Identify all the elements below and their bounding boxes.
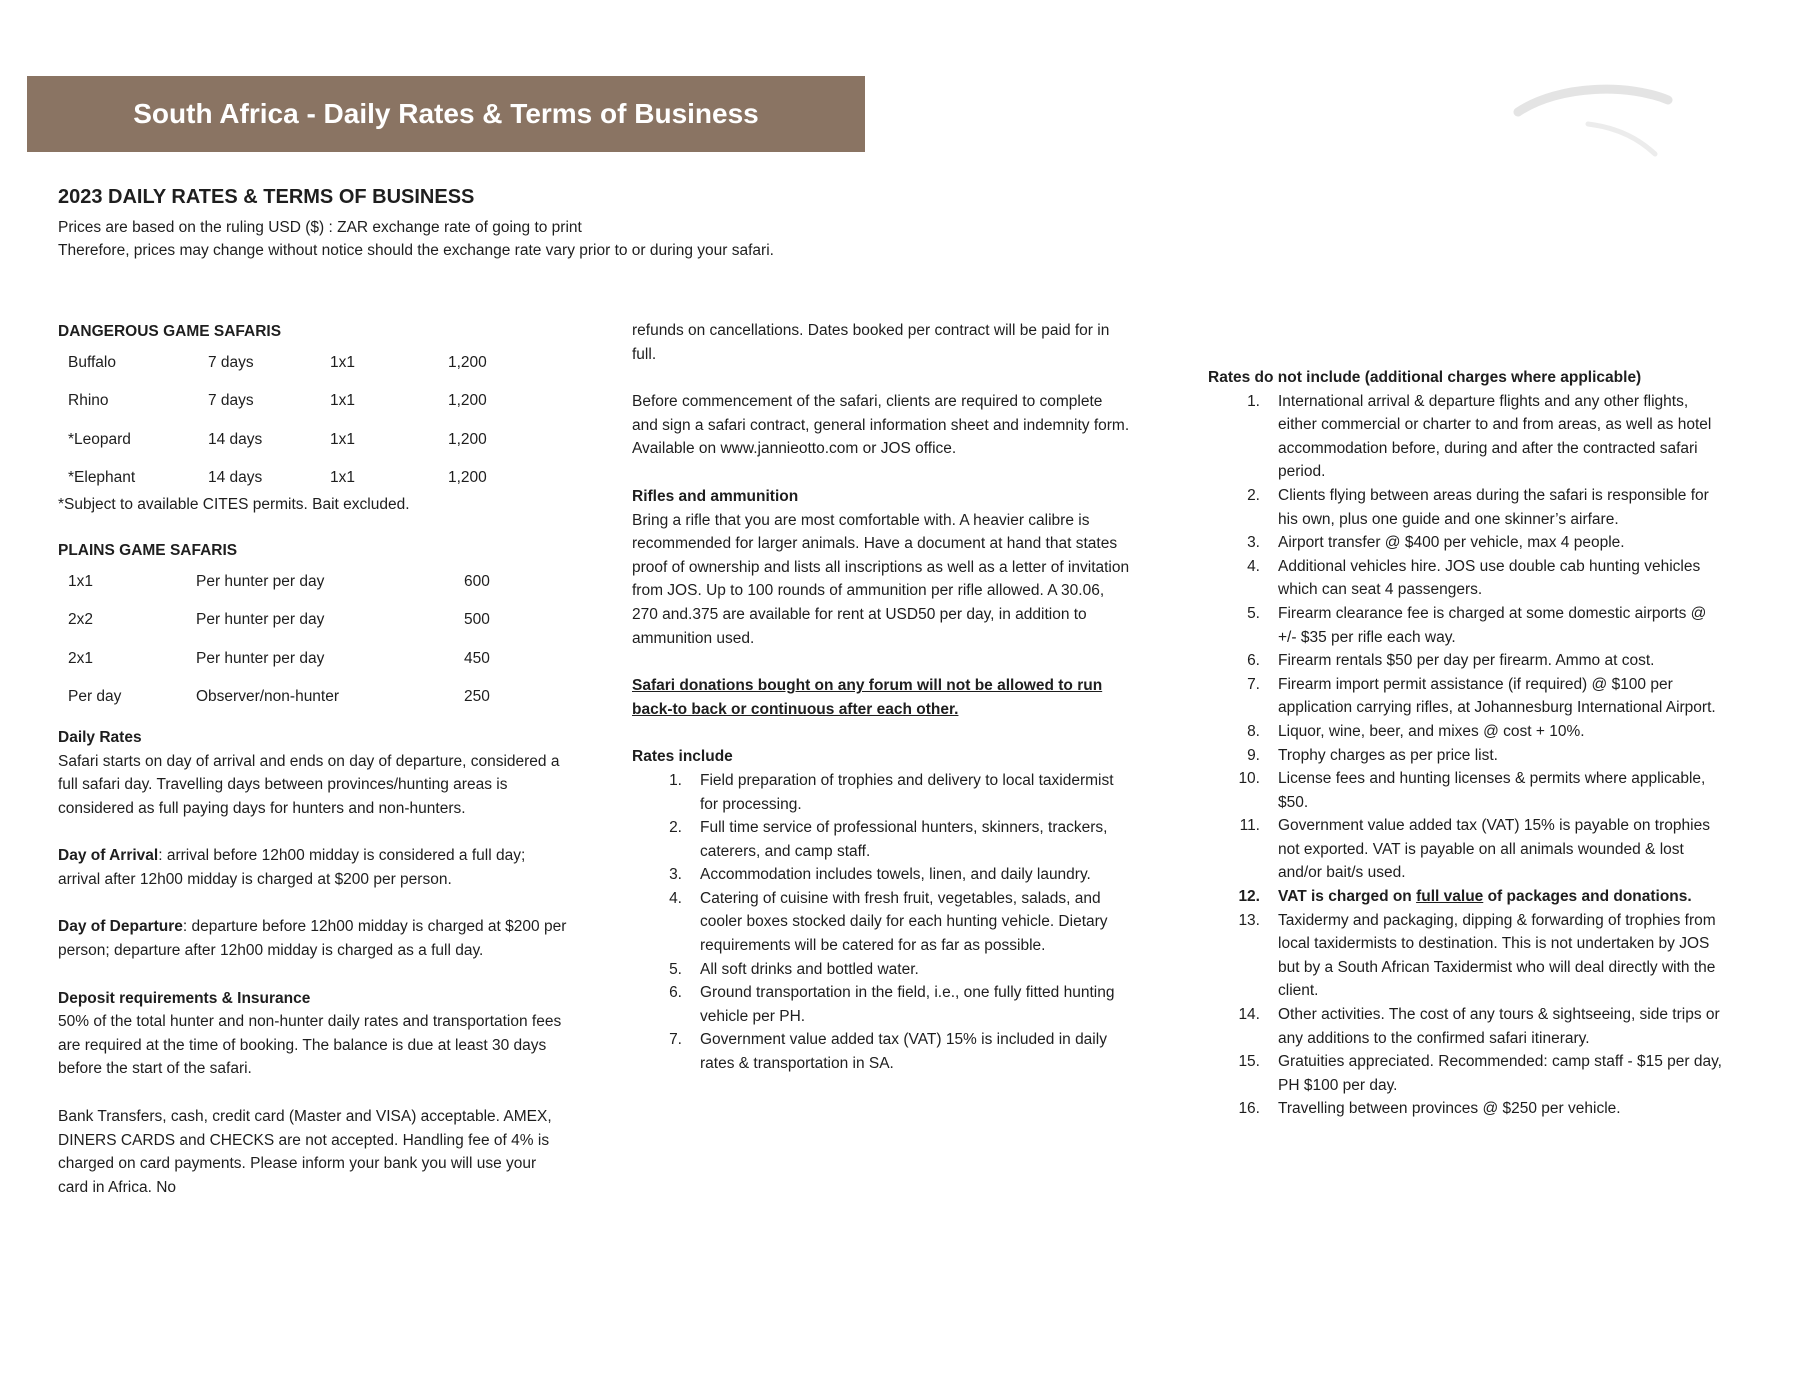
table-cell: *Elephant <box>68 469 136 487</box>
list-item <box>1208 1050 1728 1097</box>
list-item <box>1208 885 1728 909</box>
deposit-heading: Deposit requirements & Insurance <box>58 989 311 1007</box>
list-item <box>1208 767 1728 814</box>
list-text: Government value added tax (VAT) 15% is included in daily rates & transportation in SA. <box>700 1031 1107 1073</box>
table-cell: 450 <box>464 649 490 667</box>
vat-text-post: of packages and donations. <box>1483 888 1692 906</box>
list-item <box>1208 814 1728 885</box>
list-text: Firearm import permit assistance (if required) @ $100 per application carrying rifles, at Johannesburg International Airport. <box>1278 675 1716 717</box>
list-item <box>1208 390 1728 484</box>
list-item <box>1208 744 1728 768</box>
table-cell: 1,200 <box>448 392 487 410</box>
vat-text-underlined: full value <box>1416 888 1484 906</box>
list-text: Taxidermy and packaging, dipping & forwarding of trophies from local taxidermists to destination. This is not undertaken by JOS but by a South African Taxidermist who will deal directly with the client. <box>1278 911 1716 1000</box>
list-text: Firearm clearance fee is charged at some domestic airports @ +/- $35 per rifle each way. <box>1278 604 1707 646</box>
table-cell: 7 days <box>208 392 254 410</box>
list-text: Field preparation of trophies and delivery to local taxidermist for processing. <box>700 771 1114 813</box>
list-number: 2. <box>669 819 682 837</box>
list-number: 16. <box>1238 1100 1260 1118</box>
table-row <box>68 344 487 382</box>
list-item <box>632 958 1132 982</box>
vat-text-pre: VAT is charged on <box>1278 888 1417 906</box>
list-text: Additional vehicles hire. JOS use double cab hunting vehicles which can seat 4 passengers. <box>1278 557 1701 599</box>
table-cell: Per day <box>68 687 122 705</box>
rates-include-heading: Rates include <box>632 748 733 766</box>
list-item <box>1208 720 1728 744</box>
contract-text: Before commencement of the safari, clients are required to complete and sign a safari contract, general information sheet and indemnity form. Available on www.jannieotto.com or JOS office. <box>632 393 1130 458</box>
list-number: 3. <box>669 866 682 884</box>
logo-swoosh-icon <box>1510 82 1680 162</box>
list-item <box>1208 1097 1728 1121</box>
list-number: 4. <box>669 889 682 907</box>
daily-rates-heading: Daily Rates <box>58 728 142 746</box>
day-of-arrival <box>58 844 568 891</box>
table-cell: 600 <box>464 572 490 590</box>
banner-title: South Africa - Daily Rates & Terms of Business <box>27 76 865 152</box>
table-row <box>68 562 490 600</box>
rifles-text: Bring a rifle that you are most comfortable with. A heavier calibre is recommended for larger animals. Have a document at hand that states proof of ownership and lists all inscriptions as well as a letter of invitation from JOS. Up to 100 rounds of ammunition per rifle allowed. A 30.06, 270 and.375 are available for rent at USD50 per day, in addition to ammunition used. <box>632 511 1130 647</box>
list-number: 8. <box>1247 722 1260 740</box>
list-text: License fees and hunting licenses & permits where applicable, $50. <box>1278 770 1706 811</box>
table-cell: Per hunter per day <box>196 611 325 629</box>
table-cell: 1x1 <box>330 430 355 448</box>
list-item <box>1208 909 1728 1003</box>
donations-notice: Safari donations bought on any forum will not be allowed to run back-to back or continuous after each other. <box>632 677 1103 718</box>
list-number: 7. <box>669 1031 682 1049</box>
list-text <box>1278 885 1728 909</box>
page-title: 2023 DAILY RATES & TERMS OF BUSINESS <box>58 186 475 208</box>
table-row <box>68 382 487 420</box>
list-item <box>1208 673 1728 720</box>
table-cell: 1,200 <box>448 430 487 448</box>
list-number: 12. <box>1238 888 1260 906</box>
daily-rates-text: Safari starts on day of arrival and ends on day of departure, considered a full safari day. Travelling days between provinces/hunting areas is considered as full paying days for hunters and non-hunters. <box>58 752 560 817</box>
table-cell: Observer/non-hunter <box>196 687 340 705</box>
table-cell: 7 days <box>208 353 254 371</box>
intro <box>58 216 774 262</box>
list-number: 1. <box>669 771 682 789</box>
list-item <box>632 863 1132 887</box>
table-cell: 1x1 <box>330 469 355 487</box>
table-cell: 14 days <box>208 430 263 448</box>
list-text: Other activities. The cost of any tours & sightseeing, side trips or any additions to the confirmed safari itinerary. <box>1278 1006 1720 1047</box>
list-number: 15. <box>1238 1053 1260 1071</box>
list-text: Full time service of professional hunters, skinners, trackers, caterers, and camp staff. <box>700 819 1108 860</box>
plains-game-table <box>68 562 490 716</box>
list-item <box>632 769 1132 816</box>
deposit-text: 50% of the total hunter and non-hunter daily rates and transportation fees are required at the time of booking. The balance is due at least 30 days before the start of the safari. <box>58 1013 562 1078</box>
table-row <box>68 420 487 458</box>
table-cell: Per hunter per day <box>196 572 325 590</box>
table-cell: Rhino <box>68 392 109 410</box>
list-text: Gratuities appreciated. Recommended: camp staff - $15 per day, PH $100 per day. <box>1278 1053 1722 1094</box>
list-item <box>632 816 1132 863</box>
list-item <box>1208 555 1728 602</box>
intro-line-1: Prices are based on the ruling USD ($) : ZAR exchange rate of going to print <box>58 219 582 236</box>
table-cell: Per hunter per day <box>196 649 325 667</box>
list-text: Airport transfer @ $400 per vehicle, max 4 people. <box>1278 534 1625 552</box>
day-of-departure <box>58 915 568 962</box>
list-text: Trophy charges as per price list. <box>1278 746 1498 764</box>
list-item <box>1208 649 1728 673</box>
list-item <box>1208 531 1728 555</box>
table-row <box>68 601 490 639</box>
list-item <box>1208 484 1728 531</box>
table-cell: 1x1 <box>68 572 93 590</box>
list-number: 3. <box>1247 534 1260 552</box>
list-item <box>632 887 1132 958</box>
list-text: Liquor, wine, beer, and mixes @ cost + 10%. <box>1278 722 1585 740</box>
list-text: Ground transportation in the field, i.e., one fully fitted hunting vehicle per PH. <box>700 984 1115 1025</box>
list-text: Accommodation includes towels, linen, and daily laundry. <box>700 866 1091 884</box>
list-text: Firearm rentals $50 per day per firearm. Ammo at cost. <box>1278 652 1655 670</box>
table-row <box>68 639 490 677</box>
list-number: 5. <box>1247 604 1260 622</box>
list-number: 10. <box>1238 770 1260 788</box>
list-number: 11. <box>1239 817 1260 835</box>
list-number: 9. <box>1247 746 1260 764</box>
list-item <box>632 981 1132 1028</box>
list-number: 5. <box>669 960 682 978</box>
list-number: 4. <box>1247 557 1260 575</box>
list-number: 1. <box>1247 392 1260 410</box>
day-of-arrival-text: : arrival before 12h00 midday is considered a full day; arrival after 12h00 midday is charged at $200 per person. <box>58 847 526 888</box>
table-cell: 2x1 <box>68 649 93 667</box>
table-cell: 14 days <box>208 469 263 487</box>
table-row <box>68 459 487 497</box>
list-number: 14. <box>1238 1006 1260 1024</box>
table-cell: *Leopard <box>68 430 131 448</box>
list-item <box>1208 602 1728 649</box>
table-cell: 1x1 <box>330 353 355 371</box>
list-number: 13. <box>1238 911 1260 929</box>
plains-game-heading: PLAINS GAME SAFARIS <box>58 541 238 559</box>
rifles-heading: Rifles and ammunition <box>632 487 799 505</box>
refunds-continuation: refunds on cancellations. Dates booked per contract will be paid for in full. <box>632 322 1110 363</box>
right-column <box>1208 366 1728 1121</box>
dangerous-game-table <box>68 344 487 498</box>
dangerous-game-heading: DANGEROUS GAME SAFARIS <box>58 323 282 340</box>
rates-exclude-heading: Rates do not include (additional charges where applicable) <box>1208 369 1642 386</box>
list-item <box>1208 1003 1728 1050</box>
list-text: Catering of cuisine with fresh fruit, vegetables, salads, and cooler boxes stocked daily for each hunting vehicle. Dietary requirements will be catered for as far as possible. <box>700 889 1108 955</box>
list-text: All soft drinks and bottled water. <box>700 960 919 978</box>
left-column <box>58 320 568 1199</box>
list-number: 7. <box>1247 675 1260 693</box>
day-of-arrival-label: Day of Arrival <box>58 847 159 865</box>
table-cell: 1,200 <box>448 469 487 487</box>
list-text: Government value added tax (VAT) 15% is payable on trophies not exported. VAT is payable on all animals wounded & lost and/or bait/s used. <box>1278 817 1710 882</box>
table-cell: 250 <box>464 687 490 705</box>
table-cell: 2x2 <box>68 611 93 629</box>
table-cell: 500 <box>464 611 490 629</box>
table-cell: Buffalo <box>68 353 116 371</box>
day-of-departure-text: : departure before 12h00 midday is charged at $200 per person; departure after 12h00 midday is charged as a full day. <box>58 918 567 960</box>
table-cell: 1x1 <box>330 392 355 410</box>
table-row <box>68 678 490 716</box>
list-number: 2. <box>1247 486 1260 504</box>
rates-exclude-list <box>1208 390 1728 1121</box>
intro-line-2: Therefore, prices may change without notice should the exchange rate vary prior to or during your safari. <box>58 242 774 259</box>
list-text: International arrival & departure flights and any other flights, either commercial or charter to and from areas, as well as hotel accommodation before, during and after the contracted safari period. <box>1278 392 1712 481</box>
rates-include-list <box>632 769 1132 1076</box>
cites-note: *Subject to available CITES permits. Bait excluded. <box>58 496 410 514</box>
list-number: 6. <box>669 984 682 1002</box>
list-text: Travelling between provinces @ $250 per vehicle. <box>1278 1100 1621 1118</box>
list-number: 6. <box>1247 652 1260 670</box>
list-item <box>632 1028 1132 1075</box>
table-cell: 1,200 <box>448 353 487 371</box>
middle-column <box>632 319 1132 1076</box>
payment-text: Bank Transfers, cash, credit card (Master and VISA) acceptable. AMEX, DINERS CARDS and CHECKS are not accepted. Handling fee of 4% is charged on card payments. Please inform your bank you will use your card in Africa. No <box>58 1108 552 1196</box>
list-text: Clients flying between areas during the safari is responsible for his own, plus one guide and one skinner’s airfare. <box>1278 486 1709 528</box>
day-of-departure-label: Day of Departure <box>58 918 183 936</box>
